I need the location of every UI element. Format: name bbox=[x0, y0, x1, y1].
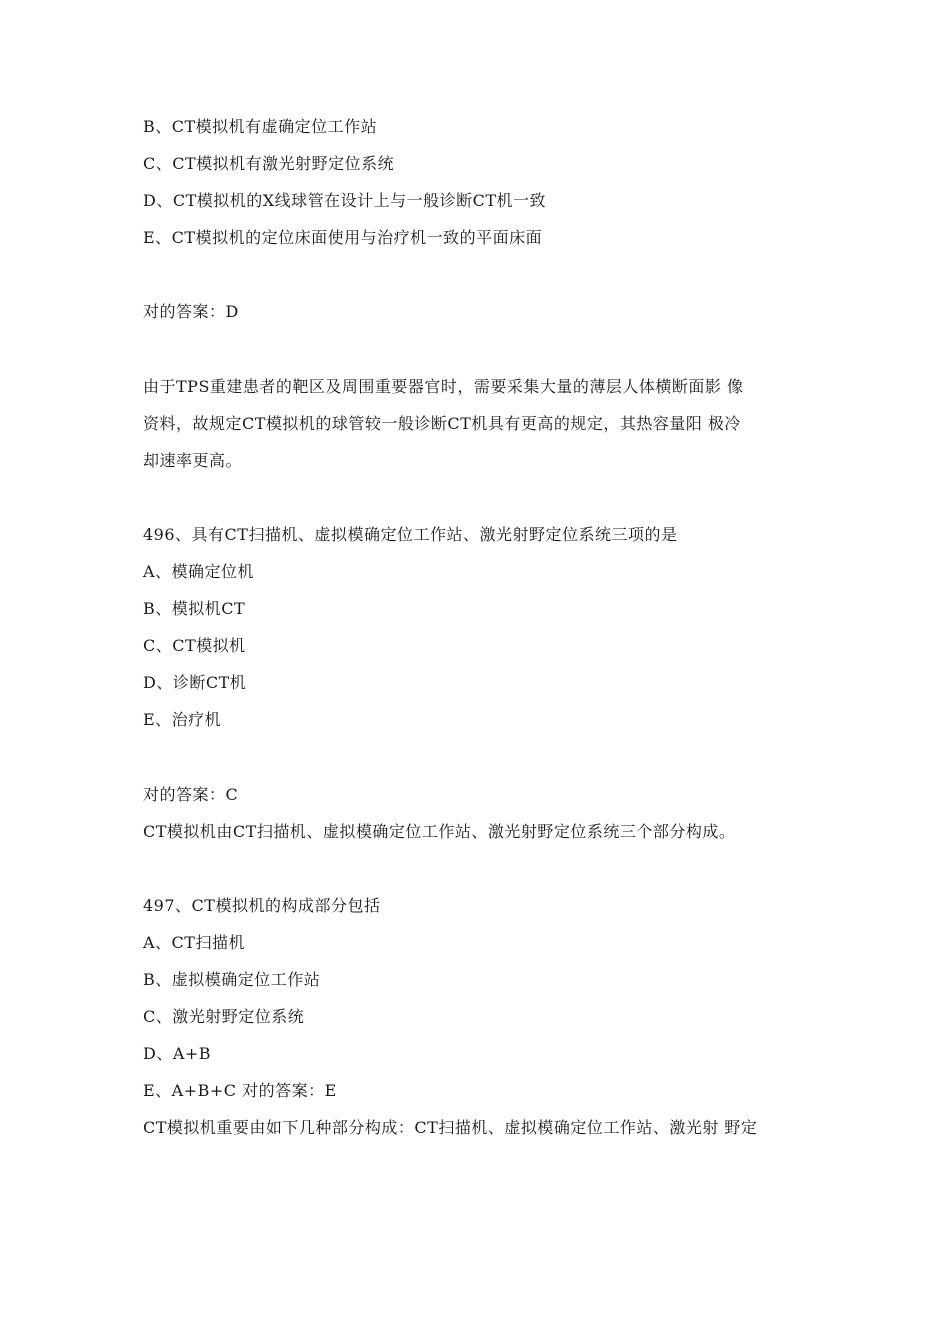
option-d: D、CT模拟机的X线球管在设计上与一般诊断CT机一致 bbox=[143, 191, 547, 210]
option-a: A、CT扫描机 bbox=[143, 933, 245, 952]
option-a: A、模确定位机 bbox=[143, 562, 255, 581]
question-497: 497、CT模拟机的构成部分包括 bbox=[143, 896, 381, 915]
explanation-line: CT模拟机由CT扫描机、虚拟模确定位工作站、激光射野定位系统三个部分构成。 bbox=[143, 822, 736, 841]
option-b: B、虚拟模确定位工作站 bbox=[143, 970, 321, 989]
option-e: E、CT模拟机的定位床面使用与治疗机一致的平面床面 bbox=[143, 228, 543, 247]
option-e-with-answer: E、A+B+C 对的答案：E bbox=[143, 1081, 337, 1100]
option-e: E、治疗机 bbox=[143, 710, 222, 729]
option-c: C、CT模拟机 bbox=[143, 636, 246, 655]
option-d: D、A+B bbox=[143, 1044, 212, 1063]
explanation-line: 由于TPS重建患者的靶区及周围重要器官时，需要采集大量的薄层人体横断面影 像 bbox=[143, 377, 744, 396]
option-c: C、激光射野定位系统 bbox=[143, 1007, 305, 1026]
explanation-line: 资料，故规定CT模拟机的球管较一般诊断CT机具有更高的规定，其热容量阳 极冷 bbox=[143, 414, 741, 433]
answer-line: 对的答案：C bbox=[143, 785, 239, 804]
option-b: B、模拟机CT bbox=[143, 599, 246, 618]
option-b: B、CT模拟机有虚确定位工作站 bbox=[143, 117, 378, 136]
explanation-line: 却速率更高。 bbox=[143, 451, 243, 470]
explanation-line: CT模拟机重要由如下几种部分构成：CT扫描机、虚拟模确定位工作站、激光射 野定 bbox=[143, 1118, 758, 1137]
answer-line: 对的答案：D bbox=[143, 302, 239, 321]
question-496: 496、具有CT扫描机、虚拟模确定位工作站、激光射野定位系统三项的是 bbox=[143, 525, 678, 544]
option-d: D、诊断CT机 bbox=[143, 673, 247, 692]
option-c: C、CT模拟机有激光射野定位系统 bbox=[143, 154, 395, 173]
